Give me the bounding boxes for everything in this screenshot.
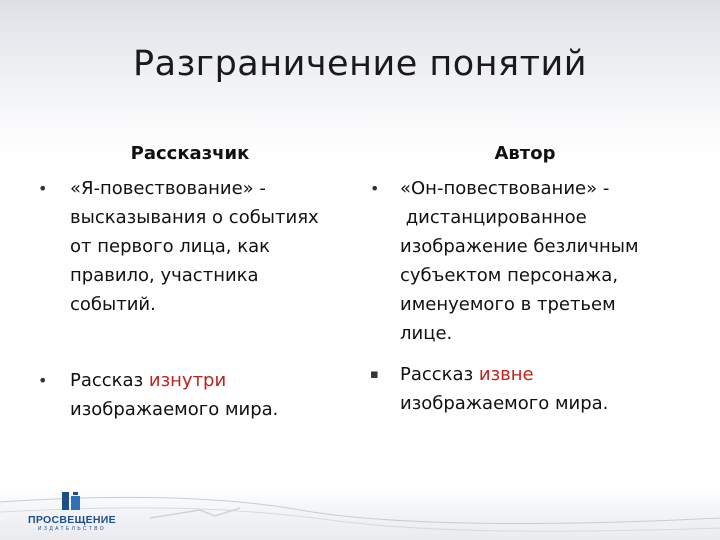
right-bullet1-line: изображение безличным <box>400 236 639 257</box>
logo-subtext: ИЗДАТЕЛЬСТВО <box>37 526 107 532</box>
left-bullet1-line: высказывания о событиях <box>70 207 319 228</box>
right-bullet2-prefix: Рассказ <box>400 364 479 385</box>
logo-text: ПРОСВЕЩЕНИЕ <box>28 514 116 526</box>
right-bullet1 <box>400 174 639 348</box>
left-bullet2-highlight: изнутри <box>148 370 227 391</box>
right-bullet2-marker: ▪ <box>370 367 379 382</box>
right-bullet1-line: именуемого в третьем <box>400 294 616 315</box>
left-bullet2-prefix: Рассказ <box>70 370 149 391</box>
right-bullet2-highlight: извне <box>478 364 534 385</box>
right-bullet1-line: «Он-повествование» - <box>400 178 610 199</box>
logo-emblem-icon <box>60 490 82 512</box>
left-bullet1-line: «Я-повествование» - <box>70 178 266 199</box>
left-bullet2-line1 <box>70 366 278 395</box>
left-bullet2-marker: • <box>38 371 48 390</box>
left-bullet1-line: правило, участника <box>70 265 259 286</box>
right-bullet2-line2: изображаемого мира. <box>400 393 609 414</box>
left-bullet1 <box>70 174 319 319</box>
left-bullet2-line2: изображаемого мира. <box>70 399 279 420</box>
left-bullet1-line: событий. <box>70 294 156 315</box>
left-bullet1-line: от первого лица, как <box>70 236 271 257</box>
slide-title: Разграничение понятий <box>133 44 587 84</box>
right-column-heading: Автор <box>494 143 556 164</box>
footer <box>0 488 720 540</box>
right-bullet2 <box>400 360 608 418</box>
left-column-heading: Рассказчик <box>130 143 250 164</box>
right-bullet2-line1 <box>400 360 608 389</box>
right-bullet1-line: субъектом персонажа, <box>400 265 619 286</box>
right-bullet1-line: лице. <box>400 323 453 344</box>
left-bullet2 <box>70 366 278 424</box>
right-bullet1-line: дистанцированное <box>400 207 587 228</box>
left-bullet1-marker: • <box>38 179 48 198</box>
publisher-logo <box>12 490 132 536</box>
right-bullet1-marker: • <box>370 179 380 198</box>
